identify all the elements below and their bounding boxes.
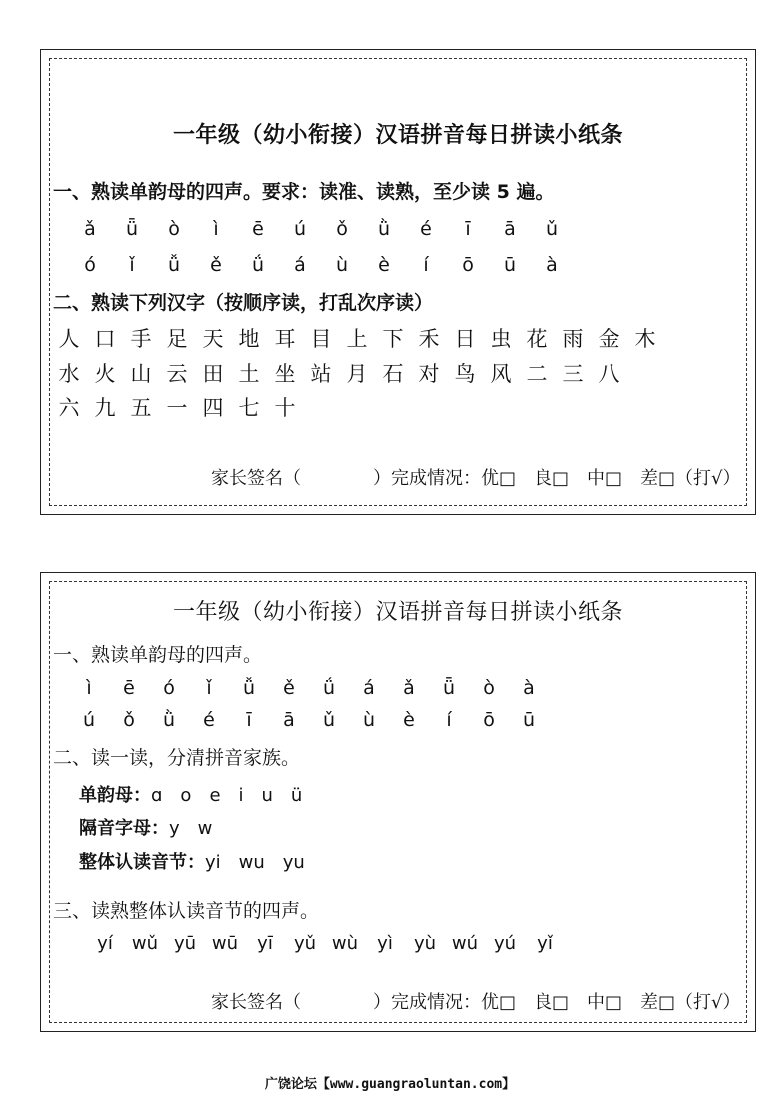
syllable: yú bbox=[493, 933, 517, 954]
syllable: è bbox=[403, 709, 415, 731]
syllable: 口 bbox=[94, 327, 116, 351]
syllable: ó bbox=[84, 254, 96, 276]
syllable: 石 bbox=[382, 362, 404, 386]
card-title: 一年级（幼小衔接）汉语拼音每日拼读小纸条 bbox=[172, 123, 623, 148]
syllable: 风 bbox=[490, 362, 512, 386]
syllable: ǐ bbox=[129, 254, 135, 276]
syllable: 坐 bbox=[274, 362, 296, 386]
syllable: 十 bbox=[274, 396, 296, 420]
pinyin-row-2 bbox=[69, 254, 573, 276]
syllable: í bbox=[446, 709, 452, 731]
syllable: ě bbox=[210, 254, 222, 276]
syllable: à bbox=[546, 254, 558, 276]
syllable: 一 bbox=[166, 396, 188, 420]
syllable: 三 bbox=[562, 362, 584, 386]
syllable: á bbox=[363, 677, 375, 699]
pinyin-row-2 bbox=[69, 709, 549, 731]
family-value: ɑ o e i u ü bbox=[151, 785, 303, 806]
syllable: ī bbox=[465, 218, 471, 240]
syllable: wū bbox=[211, 933, 239, 954]
syllable: ē bbox=[123, 677, 135, 699]
syllable: è bbox=[378, 254, 390, 276]
syllable: ǔ bbox=[545, 218, 559, 240]
syllable: 下 bbox=[382, 327, 404, 351]
syllable: ì bbox=[86, 677, 92, 699]
syllable: ē bbox=[252, 218, 264, 240]
syllable: ī bbox=[246, 709, 252, 731]
reading-card-1 bbox=[40, 49, 756, 515]
syllable: 木 bbox=[634, 327, 656, 351]
family-separator-letters bbox=[79, 814, 212, 840]
syllable: ǔ bbox=[322, 709, 336, 731]
pinyin-row-1 bbox=[69, 677, 549, 699]
syllable: 火 bbox=[94, 362, 116, 386]
pinyin-row-1 bbox=[69, 218, 573, 240]
parent-signature-line: 家长签名（ ）完成情况：优□ 良□ 中□ 差□（打√） bbox=[211, 992, 741, 1013]
syllable: 五 bbox=[130, 396, 152, 420]
syllable: yù bbox=[413, 933, 437, 954]
syllable: ì bbox=[213, 218, 219, 240]
syllable: ǜ bbox=[162, 709, 176, 731]
syllable: ǚ bbox=[167, 254, 181, 276]
hanzi-row-1 bbox=[51, 323, 663, 353]
syllable: 目 bbox=[310, 327, 332, 351]
syllable: 上 bbox=[346, 327, 368, 351]
syllable: ò bbox=[483, 677, 495, 699]
syllable: 站 bbox=[310, 362, 332, 386]
syllable: 八 bbox=[598, 362, 620, 386]
section-2-heading: 二、熟读下列汉字（按顺序读，打乱次序读） bbox=[53, 292, 434, 314]
syllable: ǘ bbox=[251, 254, 265, 276]
syllable: ò bbox=[168, 218, 180, 240]
syllable: ō bbox=[483, 709, 495, 731]
syllable: ǖ bbox=[125, 218, 139, 240]
syllable: 月 bbox=[346, 362, 368, 386]
syllable: 二 bbox=[526, 362, 548, 386]
syllable: ū bbox=[503, 254, 517, 276]
family-value: y w bbox=[169, 818, 213, 839]
syllable: ō bbox=[462, 254, 474, 276]
syllable: 田 bbox=[202, 362, 224, 386]
section-1-heading: 一、熟读单韵母的四声。 bbox=[53, 644, 263, 666]
syllable: ú bbox=[82, 709, 96, 731]
site-footer: 广饶论坛【www.guangraoluntan.com】 bbox=[264, 1077, 516, 1092]
syllable: 雨 bbox=[562, 327, 584, 351]
syllable: 人 bbox=[58, 327, 80, 351]
syllable: ǖ bbox=[442, 677, 456, 699]
syllable: 鸟 bbox=[454, 362, 476, 386]
syllable: 七 bbox=[238, 396, 260, 420]
syllable: yū bbox=[173, 933, 197, 954]
syllable: ù bbox=[362, 709, 376, 731]
syllable: yǐ bbox=[537, 933, 553, 954]
syllable: í bbox=[423, 254, 429, 276]
reading-card-2 bbox=[40, 572, 756, 1032]
section-1-heading: 一、熟读单韵母的四声。要求：读准、读熟，至少读 5 遍。 bbox=[53, 181, 555, 203]
syllable: wù bbox=[331, 933, 359, 954]
syllable: ū bbox=[522, 709, 536, 731]
hanzi-row-3 bbox=[51, 392, 303, 422]
syllable: wǔ bbox=[131, 933, 159, 954]
syllable: ǐ bbox=[206, 677, 212, 699]
family-single-finals bbox=[79, 781, 302, 807]
syllable: 金 bbox=[598, 327, 620, 351]
syllable: 对 bbox=[418, 362, 440, 386]
syllable: ā bbox=[283, 709, 295, 731]
syllable: 地 bbox=[238, 327, 260, 351]
syllable: ǒ bbox=[123, 709, 135, 731]
syllable: á bbox=[294, 254, 306, 276]
syllable: 花 bbox=[526, 327, 548, 351]
syllable: é bbox=[420, 218, 432, 240]
syllable: ú bbox=[293, 218, 307, 240]
syllable: yí bbox=[97, 933, 113, 954]
syllable: 六 bbox=[58, 396, 80, 420]
syllable: à bbox=[523, 677, 535, 699]
family-label: 整体认读音节： bbox=[79, 852, 205, 873]
syllable: yì bbox=[377, 933, 393, 954]
family-label: 隔音字母： bbox=[79, 818, 169, 839]
syllable: ě bbox=[283, 677, 295, 699]
syllable: 耳 bbox=[274, 327, 296, 351]
family-label: 单韵母： bbox=[79, 785, 151, 806]
card-title: 一年级（幼小衔接）汉语拼音每日拼读小纸条 bbox=[172, 600, 623, 625]
syllable: ǒ bbox=[336, 218, 348, 240]
syllable: ó bbox=[163, 677, 175, 699]
family-whole-syllables bbox=[79, 848, 305, 874]
family-value: yi wu yu bbox=[205, 852, 305, 873]
syllable: ǜ bbox=[377, 218, 391, 240]
syllable: 九 bbox=[94, 396, 116, 420]
parent-signature-line: 家长签名（ ）完成情况：优□ 良□ 中□ 差□（打√） bbox=[211, 468, 741, 489]
syllable: 水 bbox=[58, 362, 80, 386]
syllable: ù bbox=[335, 254, 349, 276]
section-3-heading: 三、读熟整体认读音节的四声。 bbox=[53, 900, 320, 922]
syllable: 山 bbox=[130, 362, 152, 386]
syllable: wú bbox=[451, 933, 479, 954]
syllable: 虫 bbox=[490, 327, 512, 351]
syllable: yī bbox=[257, 933, 273, 954]
syllable: ǎ bbox=[403, 677, 415, 699]
syllable: 足 bbox=[166, 327, 188, 351]
section-2-heading: 二、读一读，分清拼音家族。 bbox=[53, 747, 301, 769]
syllable: 四 bbox=[202, 396, 224, 420]
hanzi-row-2 bbox=[51, 358, 627, 388]
syllable: 手 bbox=[130, 327, 152, 351]
syllable: é bbox=[203, 709, 215, 731]
syllable-tone-row bbox=[85, 933, 565, 954]
syllable: 云 bbox=[166, 362, 188, 386]
syllable: 禾 bbox=[418, 327, 440, 351]
syllable: 日 bbox=[454, 327, 476, 351]
syllable: 土 bbox=[238, 362, 260, 386]
syllable: yǔ bbox=[293, 933, 317, 954]
syllable: ǎ bbox=[84, 218, 96, 240]
syllable: 天 bbox=[202, 327, 224, 351]
syllable: ǘ bbox=[322, 677, 336, 699]
syllable: ǚ bbox=[242, 677, 256, 699]
syllable: ā bbox=[504, 218, 516, 240]
